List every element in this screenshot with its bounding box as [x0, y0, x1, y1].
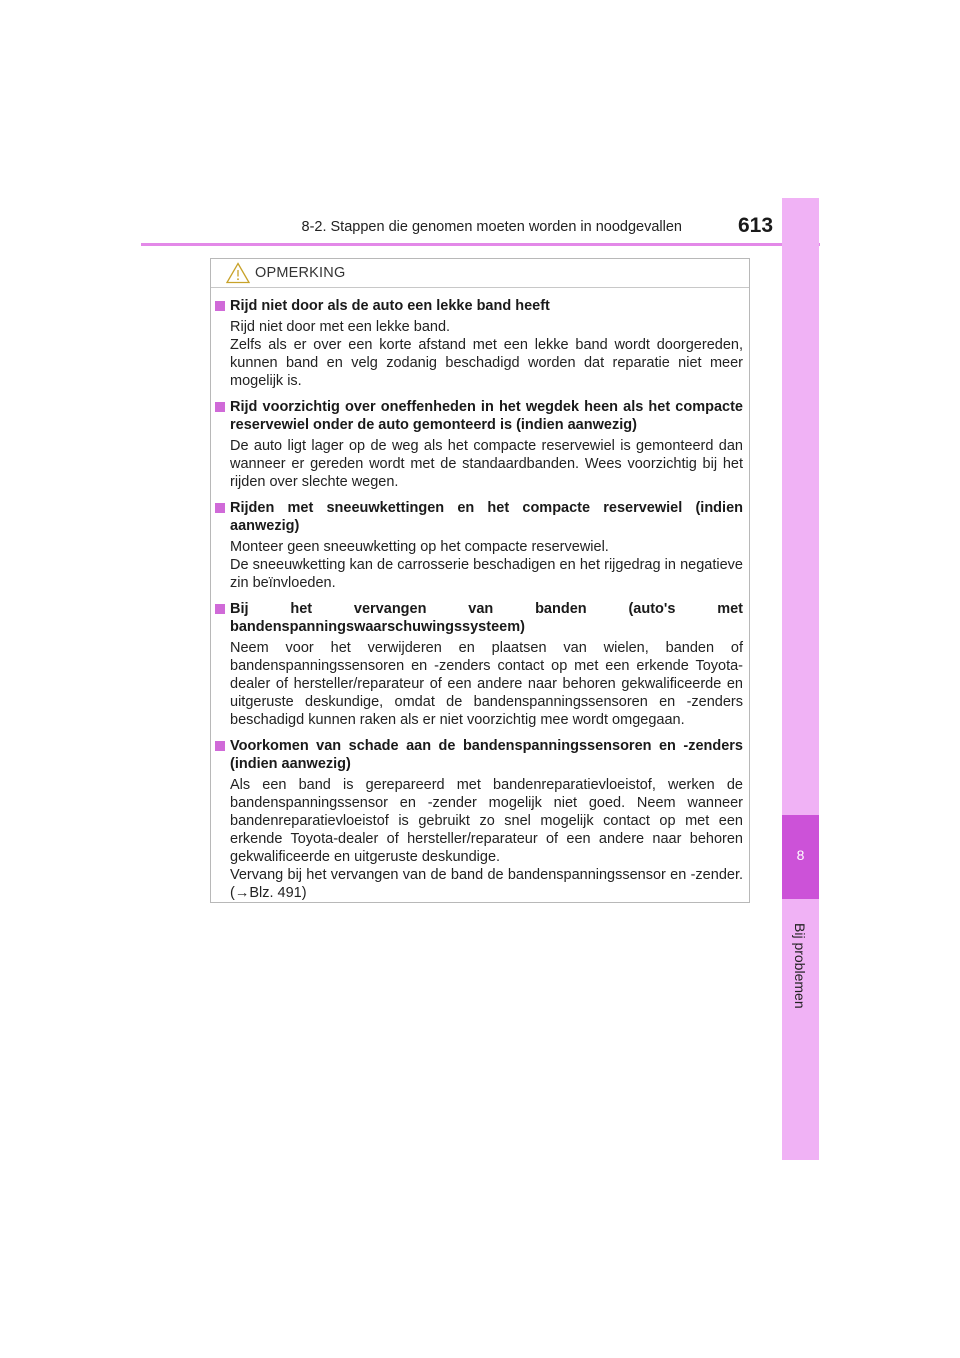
- notice-item: [214, 297, 743, 390]
- square-bullet-icon: [215, 741, 225, 751]
- notice-item-title: [214, 398, 743, 434]
- notice-paragraph: Vervang bij het vervangen van de band de bandenspanningssensor en -zender. (→Blz. 491): [230, 867, 743, 901]
- notice-item-title-text: Bij het vervangen van banden (auto's met bandenspanningswaarschuwingssysteem): [230, 601, 743, 635]
- notice-item-text: [214, 318, 743, 390]
- notice-paragraph: De sneeuwketting kan de carrosserie beschadigen en het rijgedrag in negatieve zin beïnvloeden.: [230, 557, 743, 591]
- notice-paragraph: Monteer geen sneeuwketting op het compacte reservewiel.: [230, 539, 609, 555]
- notice-paragraph: Rijd niet door met een lekke band.: [230, 319, 451, 335]
- chapter-label: Bij problemen: [792, 923, 808, 1009]
- notice-paragraph: Als een band is gerepareerd met bandenreparatievloeistof, werken de bandenspanningssensor en -zender mogelijk niet goed. Neem wanneer bandenreparatievloeistof is gebruikt zo snel mogelijk contact op met een erkende Toyota-dealer of hersteller/reparateur of een andere naar behoren gekwalificeerde en uitgeruste deskundige.: [230, 777, 743, 865]
- page-number: 613: [738, 214, 774, 237]
- notice-item-text: [214, 437, 743, 491]
- notice-item-title-text: Rijd niet door als de auto een lekke band heeft: [230, 298, 550, 314]
- notice-header: [211, 259, 749, 288]
- warning-triangle-icon: [226, 262, 250, 284]
- notice-item: [214, 737, 743, 902]
- notice-paragraph: Neem voor het verwijderen en plaatsen van wielen, banden of bandenspanningssensoren en -zenders contact op met een erkende Toyota-dealer of hersteller/reparateur of een andere naar behoren gekwalificeerde en uitgeruste deskundige, omdat de bandenspanningssensoren en -zenders beschadigd kunnen raken als er niet voorzichtig mee wordt omgegaan.: [230, 640, 743, 728]
- notice-paragraph: Zelfs als er over een korte afstand met een lekke band wordt doorgereden, kunnen band en velg zodanig beschadigd worden dat reparatie niet meer mogelijk is.: [230, 337, 743, 389]
- notice-item-text: [214, 776, 743, 902]
- chapter-number-tab: [782, 815, 819, 899]
- notice-item-text: [214, 639, 743, 729]
- notice-box: [210, 258, 750, 903]
- notice-item-title: [214, 737, 743, 773]
- notice-paragraph: De auto ligt lager op de weg als het compacte reservewiel is gemonteerd dan wanneer er gereden wordt met de standaardbanden. Wees voorzichtig bij het rijden over slechte wegen.: [230, 438, 743, 490]
- notice-item-title: [214, 600, 743, 636]
- notice-body: [211, 288, 749, 902]
- notice-item-title-text: Rijd voorzichtig over oneffenheden in het wegdek heen als het compacte reservewiel onder de auto gemonteerd is (indien aanwezig): [230, 399, 743, 433]
- square-bullet-icon: [215, 301, 225, 311]
- notice-item-title-text: Voorkomen van schade aan de bandenspanningssensoren en -zenders (indien aanwezig): [230, 738, 743, 772]
- notice-item: [214, 499, 743, 592]
- running-header: 8-2. Stappen die genomen moeten worden in noodgevallen: [301, 219, 682, 235]
- chapter-side-tab: [782, 198, 819, 1160]
- square-bullet-icon: [215, 402, 225, 412]
- notice-title: OPMERKING: [255, 265, 346, 281]
- notice-item: [214, 600, 743, 729]
- notice-item-title-text: Rijden met sneeuwkettingen en het compacte reservewiel (indien aanwezig): [230, 500, 743, 534]
- header-divider: [141, 243, 820, 246]
- square-bullet-icon: [215, 503, 225, 513]
- notice-item-text: [214, 538, 743, 592]
- chapter-number: 8: [796, 847, 805, 863]
- notice-item: [214, 398, 743, 491]
- notice-item-title: [214, 297, 743, 315]
- square-bullet-icon: [215, 604, 225, 614]
- notice-item-title: [214, 499, 743, 535]
